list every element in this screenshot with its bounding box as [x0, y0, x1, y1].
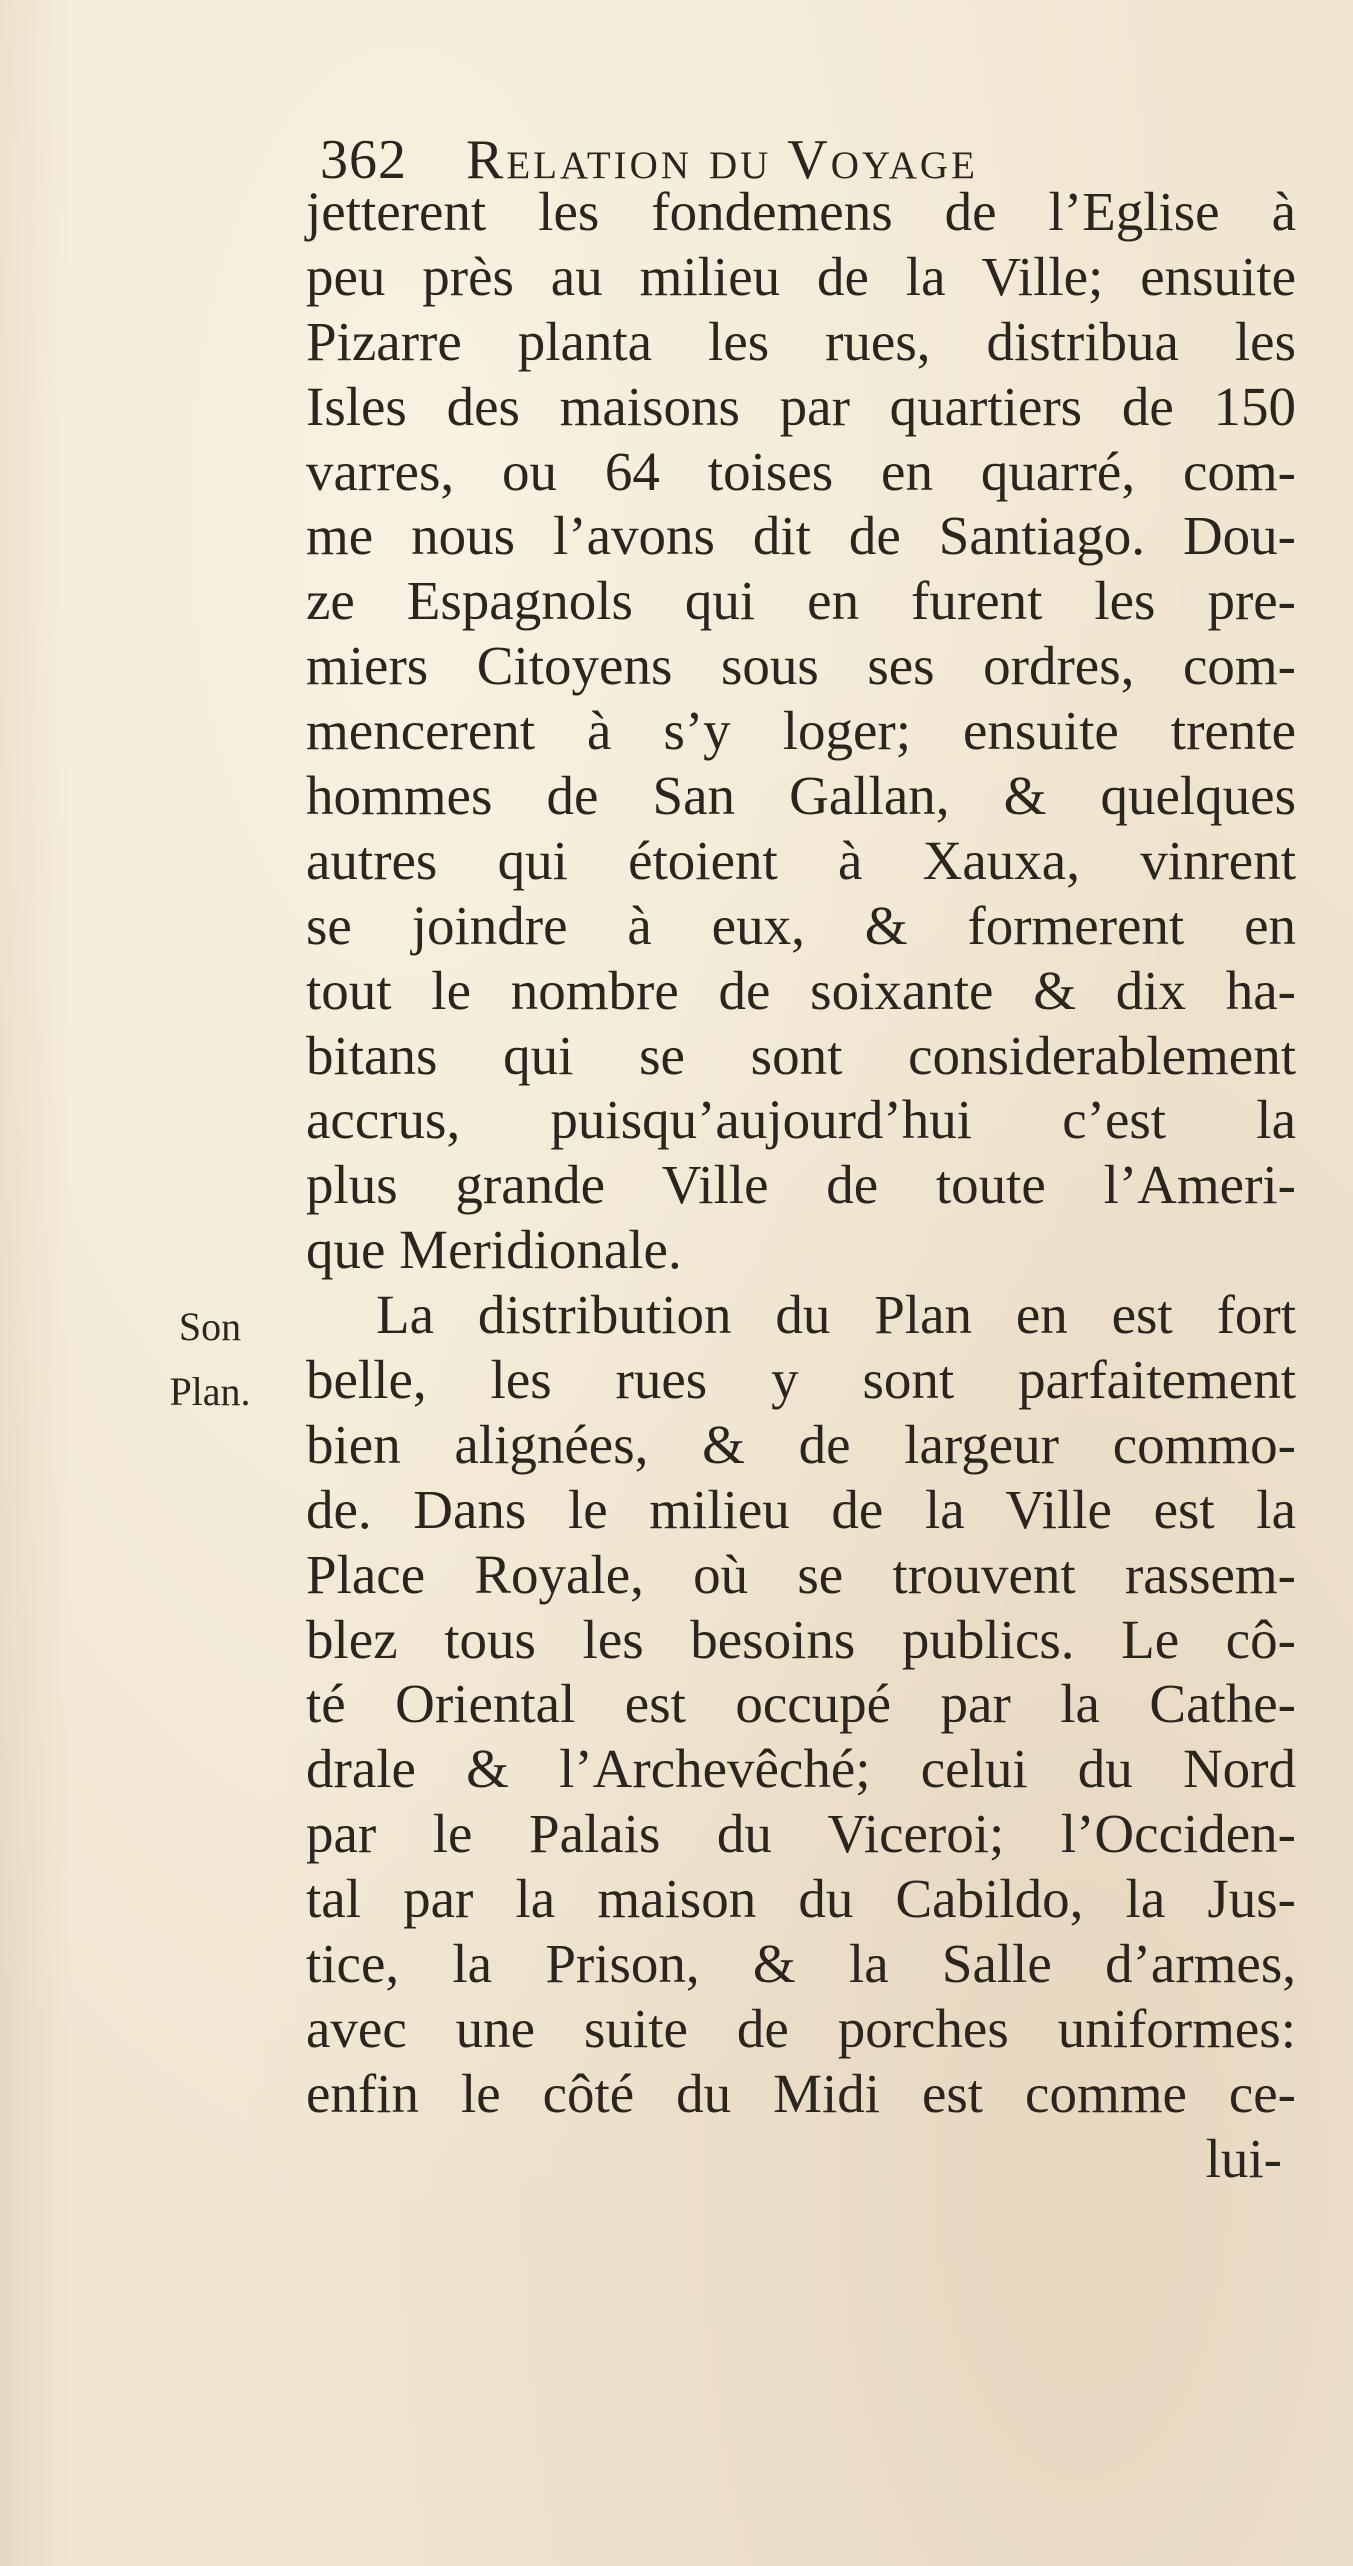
text-line: enfin le côté du Midi est comme ce- — [306, 2062, 1296, 2124]
text-line: belle, les rues y sont parfaitement — [306, 1349, 1296, 1411]
text-line: tal par la maison du Cabildo, la Jus- — [306, 1868, 1296, 1930]
margin-note-line: Plan. — [169, 1368, 251, 1414]
text-line: jetterent les fondemens de l’Eglise à — [306, 181, 1296, 242]
text-line: miers Citoyens sous ses ordres, com- — [306, 635, 1296, 697]
margin-note — [140, 1295, 280, 1425]
text-line: varres, ou 64 toises en quarré, com- — [306, 440, 1296, 502]
text-line: par le Palais du Viceroi; l’Occiden- — [306, 1803, 1296, 1865]
text-line: Isles des maisons par quartiers de 150 — [306, 375, 1296, 437]
text-line: tout le nombre de soixante & dix ha- — [306, 959, 1296, 1021]
text-line: peu près au milieu de la Ville; ensuite — [306, 245, 1296, 307]
text-line: La distribution du Plan en est fort — [376, 1284, 1296, 1346]
text-line: que Meridionale. — [306, 1219, 682, 1281]
text-line: blez tous les besoins publics. Le cô- — [306, 1608, 1296, 1670]
text-line: se joindre à eux, & formerent en — [306, 894, 1296, 956]
text-line: accrus, puisqu’aujourd’hui c’est la — [306, 1089, 1296, 1151]
text-line: autres qui étoient à Xauxa, vinrent — [306, 829, 1296, 891]
text-line: bitans qui se sont considerablement — [306, 1024, 1296, 1086]
text-line: de. Dans le milieu de la Ville est la — [306, 1478, 1296, 1540]
text-line: Pizarre planta les rues, distribua les — [306, 310, 1296, 372]
text-line: ze Espagnols qui en furent les pre- — [306, 570, 1296, 632]
running-title: Relation du Voyage — [466, 129, 978, 191]
text-line: me nous l’avons dit de Santiago. Dou- — [306, 505, 1296, 567]
text-line: plus grande Ville de toute l’Ameri- — [306, 1154, 1296, 1216]
margin-note-line: Son — [178, 1304, 242, 1349]
text-line: hommes de San Gallan, & quelques — [306, 765, 1296, 827]
text-line: mencerent à s’y loger; ensuite trente — [306, 700, 1296, 762]
body-text — [306, 180, 1296, 2192]
text-line: bien alignées, & de largeur commo- — [306, 1413, 1296, 1475]
text-line: avec une suite de porches uniformes: — [306, 1997, 1296, 2059]
text-line: Place Royale, où se trouvent rassem- — [306, 1543, 1296, 1605]
text-line: té Oriental est occupé par la Cathe- — [306, 1673, 1296, 1735]
page-number: 362 — [320, 129, 407, 191]
text-line: tice, la Prison, & la Salle d’armes, — [306, 1933, 1296, 1995]
text-line: drale & l’Archevêché; celui du Nord — [306, 1738, 1296, 1800]
catchword: lui- — [1205, 2127, 1282, 2189]
